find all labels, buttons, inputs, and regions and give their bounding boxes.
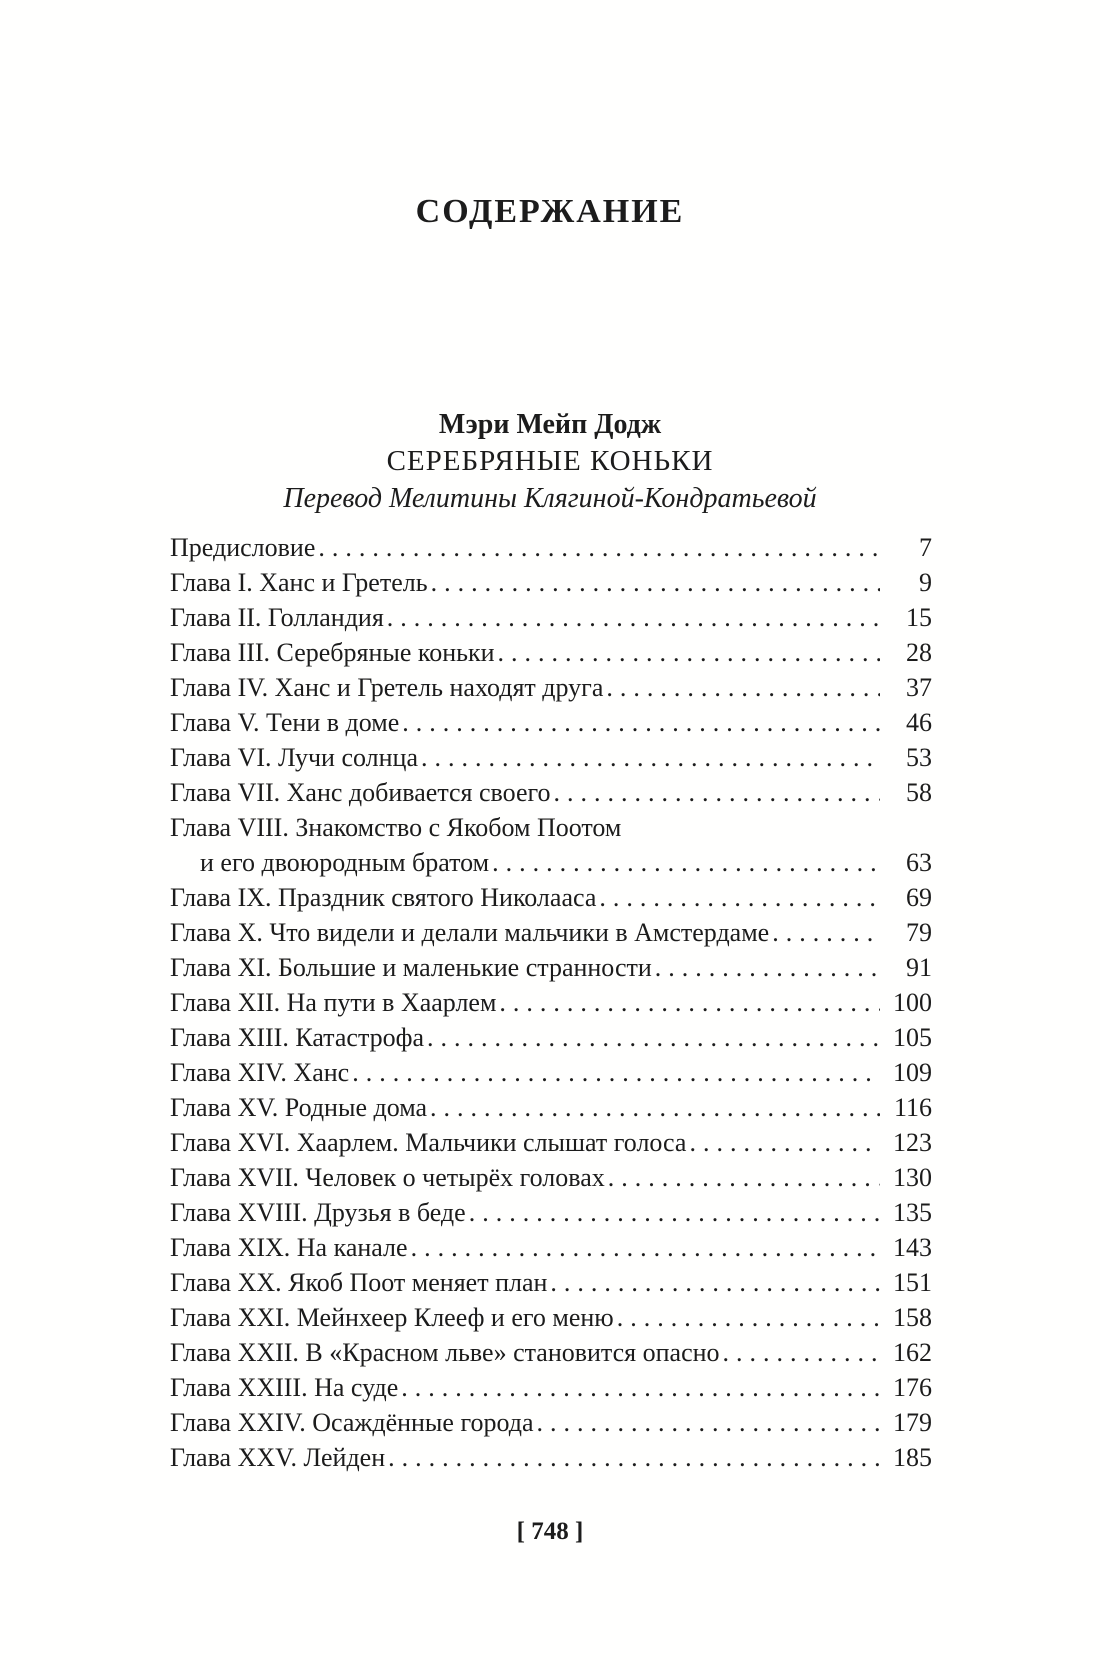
book-author: Мэри Мейп Додж — [438, 409, 662, 440]
toc-entry-page: 158 — [893, 1303, 932, 1332]
toc-entry-label: Глава XXIV. Осаждённые города — [170, 1408, 534, 1437]
toc-entry — [170, 810, 932, 845]
toc-entry — [170, 670, 932, 705]
toc-entry-label: Глава II. Голландия — [170, 603, 384, 632]
toc-entry-page: 130 — [893, 1163, 932, 1192]
dot-leader — [399, 705, 880, 740]
toc-entry — [170, 600, 932, 635]
toc-entry-label: и его двоюродным братом — [200, 848, 490, 877]
toc-entry — [170, 1055, 932, 1090]
toc-entry — [170, 880, 932, 915]
toc-entry — [170, 845, 932, 880]
toc-entry-label: Глава XVI. Хаарлем. Мальчики слышат голоса — [170, 1128, 687, 1157]
toc-entry-page: 176 — [893, 1373, 932, 1402]
book-info-block — [0, 406, 1100, 517]
toc-entry-page: 9 — [919, 568, 932, 597]
toc-entry-label: Глава VIII. Знакомство с Якобом Поотом — [170, 813, 622, 842]
dot-leader — [466, 1195, 880, 1230]
toc-entry-page: 91 — [906, 953, 932, 982]
toc-entry — [170, 1230, 932, 1265]
toc-entry-page: 15 — [906, 603, 932, 632]
table-of-contents — [170, 530, 932, 1475]
toc-entry-page: 162 — [893, 1338, 932, 1367]
toc-entry-label: Предисловие — [170, 533, 316, 562]
toc-entry-label: Глава XXIII. На суде — [170, 1373, 399, 1402]
dot-leader — [349, 1055, 880, 1090]
toc-entry — [170, 740, 932, 775]
toc-entry — [170, 1265, 932, 1300]
dot-leader — [596, 880, 880, 915]
book-title: СЕРЕБРЯНЫЕ КОНЬКИ — [386, 445, 714, 477]
toc-entry-label: Глава XVIII. Друзья в беде — [170, 1198, 466, 1227]
toc-entry-label: Глава XX. Якоб Поот меняет план — [170, 1268, 548, 1297]
toc-entry-page: 143 — [893, 1233, 932, 1262]
toc-entry-page: 7 — [919, 533, 932, 562]
toc-entry-label: Глава XXV. Лейден — [170, 1443, 386, 1472]
toc-entry — [170, 950, 932, 985]
toc-entry-label: Глава XIII. Катастрофа — [170, 1023, 425, 1052]
dot-leader — [547, 1265, 880, 1300]
dot-leader — [408, 1230, 880, 1265]
toc-entry-page: 79 — [906, 918, 932, 947]
toc-entry-page: 109 — [893, 1058, 932, 1087]
toc-entry-page: 123 — [893, 1128, 932, 1157]
toc-entry-page: 46 — [906, 708, 932, 737]
toc-entry — [170, 1405, 932, 1440]
toc-entry-label: Глава VII. Ханс добивается своего — [170, 778, 551, 807]
dot-leader — [315, 530, 880, 565]
contents-heading: СОДЕРЖАНИЕ — [415, 193, 685, 230]
dot-leader — [428, 565, 880, 600]
toc-entry — [170, 1370, 932, 1405]
dot-leader — [551, 775, 880, 810]
toc-entry — [170, 985, 932, 1020]
toc-entry — [170, 1300, 932, 1335]
dot-leader — [720, 1335, 880, 1370]
toc-entry-page: 135 — [893, 1198, 932, 1227]
dot-leader — [424, 1020, 880, 1055]
toc-entry-page: 37 — [906, 673, 932, 702]
toc-entry-page: 105 — [893, 1023, 932, 1052]
toc-entry-page: 179 — [893, 1408, 932, 1437]
toc-entry-page: 69 — [906, 883, 932, 912]
toc-entry-label: Глава XI. Большие и маленькие странности — [170, 953, 652, 982]
toc-entry-label: Глава X. Что видели и делали мальчики в Амстердаме — [170, 918, 770, 947]
toc-entry-label: Глава IV. Ханс и Гретель находят друга — [170, 673, 604, 702]
toc-entry-page: 116 — [893, 1093, 932, 1122]
toc-entry — [170, 775, 932, 810]
toc-entry-label: Глава IX. Праздник святого Николааса — [170, 883, 597, 912]
dot-leader — [603, 670, 880, 705]
toc-entry-label: Глава XXI. Мейнхеер Клееф и его меню — [170, 1303, 614, 1332]
toc-entry-page: 63 — [906, 848, 932, 877]
toc-entry — [170, 1160, 932, 1195]
toc-entry — [170, 1020, 932, 1055]
dot-leader — [533, 1405, 880, 1440]
dot-leader — [495, 635, 880, 670]
toc-entry — [170, 635, 932, 670]
toc-entry — [170, 1090, 932, 1125]
toc-entry — [170, 565, 932, 600]
page-number-footer: [ 748 ] — [516, 1518, 584, 1545]
toc-entry-page: 100 — [893, 988, 932, 1017]
dot-leader — [384, 600, 880, 635]
toc-entry — [170, 1125, 932, 1160]
dot-leader — [496, 985, 880, 1020]
dot-leader — [489, 845, 880, 880]
dot-leader — [398, 1370, 880, 1405]
dot-leader — [686, 1125, 880, 1160]
dot-leader — [385, 1440, 880, 1475]
toc-entry-page: 28 — [906, 638, 932, 667]
toc-entry-label: Глава XIX. На канале — [170, 1233, 408, 1262]
toc-entry — [170, 1335, 932, 1370]
toc-entry-label: Глава XIV. Ханс — [170, 1058, 350, 1087]
toc-entry-page: 151 — [893, 1268, 932, 1297]
toc-entry-label: Глава I. Ханс и Гретель — [170, 568, 428, 597]
toc-entry-page: 53 — [906, 743, 932, 772]
toc-entry — [170, 1195, 932, 1230]
toc-entry-label: Глава XVII. Человек о четырёх головах — [170, 1163, 605, 1192]
toc-entry-label: Глава XXII. В «Красном льве» становится опасно — [170, 1338, 720, 1367]
toc-entry-label: Глава V. Тени в доме — [170, 708, 400, 737]
toc-entry-page: 58 — [906, 778, 932, 807]
dot-leader — [769, 915, 880, 950]
dot-leader — [652, 950, 880, 985]
toc-entry-label: Глава XII. На пути в Хаарлем — [170, 988, 497, 1017]
dot-leader — [605, 1160, 880, 1195]
book-translator: Перевод Мелитины Клягиной-Кондратьевой — [283, 483, 817, 514]
toc-entry — [170, 915, 932, 950]
dot-leader — [418, 740, 880, 775]
dot-leader — [614, 1300, 880, 1335]
dot-leader — [427, 1090, 880, 1125]
toc-entry — [170, 1440, 932, 1475]
toc-entry — [170, 530, 932, 565]
toc-entry-page: 185 — [893, 1443, 932, 1472]
toc-entry-label: Глава VI. Лучи солнца — [170, 743, 419, 772]
toc-entry-label: Глава III. Серебряные коньки — [170, 638, 495, 667]
toc-entry-label: Глава XV. Родные дома — [170, 1093, 428, 1122]
toc-entry — [170, 705, 932, 740]
